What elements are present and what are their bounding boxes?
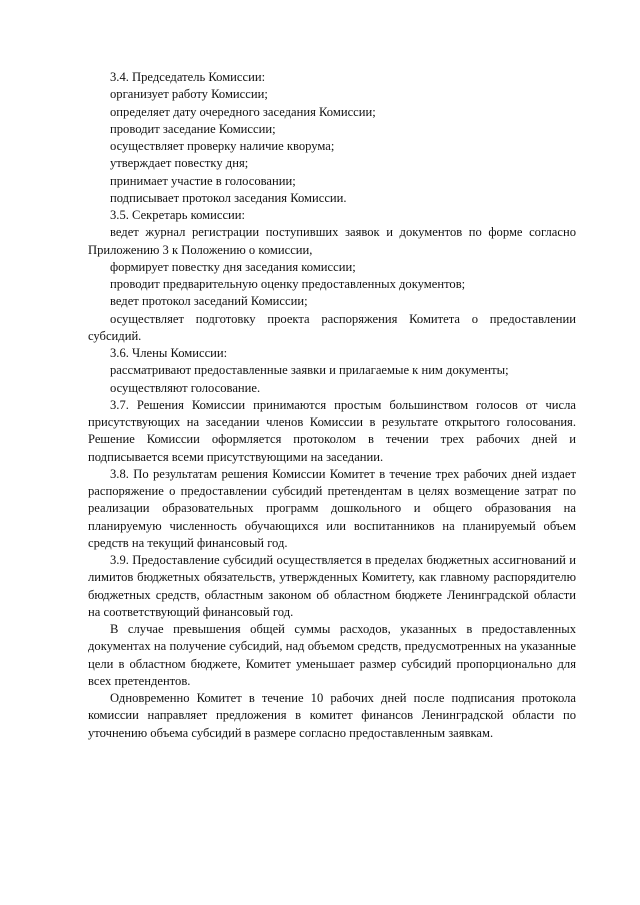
body-paragraph: В случае превышения общей суммы расходов, указанных в предоставленных документах на получение субсидий, над объемом средств, предусмотренных на указанные цели в областном бюджете, Комитет уменьшает размер субсидий пропорционально для всех претендентов. <box>88 622 576 688</box>
section-3-7-paragraph: 3.7. Решения Комиссии принимаются простым большинством голосов от числа присутствующих на заседании членов Комиссии в результате открытого голосования. Решение Комиссии оформляется протоколом в течении трех рабочих дней и подписывается всеми присутствующими на заседании. <box>88 397 576 464</box>
list-item: проводит предварительную оценку предоставленных документов; <box>110 277 466 291</box>
list-item: проводит заседание Комиссии; <box>110 121 276 136</box>
list-item: принимает участие в голосовании; <box>110 173 296 188</box>
list-item: осуществляет подготовку проекта распоряжения Комитета о предоставлении субсидий. <box>88 311 576 343</box>
section-3-5-heading: 3.5. Секретарь комиссии: <box>110 208 246 222</box>
list-item: подписывает протокол заседания Комиссии. <box>110 190 347 205</box>
list-item: рассматривают предоставленные заявки и прилагаемые к ним документы; <box>110 363 509 378</box>
list-item: определяет дату очередного заседания Комиссии; <box>110 104 376 119</box>
body-paragraph: Одновременно Комитет в течение 10 рабочих дней после подписания протокола комиссии направляет предложения в комитет финансов Ленинградской области по уточнению объема субсидий в размере согласно предоставленным заявкам. <box>88 691 576 740</box>
list-item: ведет протокол заседаний Комиссии; <box>110 294 308 309</box>
list-item: ведет журнал регистрации поступивших заявок и документов по форме согласно Приложению 3 к Положению о комиссии, <box>88 225 576 257</box>
section-3-4-heading: 3.4. Председатель Комиссии: <box>110 70 266 84</box>
list-item: осуществляют голосование. <box>110 380 261 395</box>
section-3-6-heading: 3.6. Члены Комиссии: <box>110 346 228 360</box>
list-item: осуществляет проверку наличие кворума; <box>110 139 335 153</box>
list-item: утверждает повестку дня; <box>110 156 249 171</box>
list-item: формирует повестку дня заседания комиссии; <box>110 259 356 274</box>
section-3-8-paragraph: 3.8. По результатам решения Комиссии Комитет в течение трех рабочих дней издает распоряжение о предоставлении субсидий претендентам в целях возмещение затрат по реализации образовательных программ дошкольного и общего образования на планируемую численность обучающихся или воспитанников на планируемый объем средств на текущий финансовый год. <box>88 466 576 550</box>
list-item: организует работу Комиссии; <box>110 87 268 102</box>
section-3-9-paragraph: 3.9. Предоставление субсидий осуществляется в пределах бюджетных ассигнований и лимитов бюджетных обязательств, утвержденных Комитету, как главному распорядителю бюджетных средств, областным законом об областном бюджете Ленинградской области на соответствующий финансовый год. <box>88 553 576 619</box>
document-page <box>88 69 576 742</box>
